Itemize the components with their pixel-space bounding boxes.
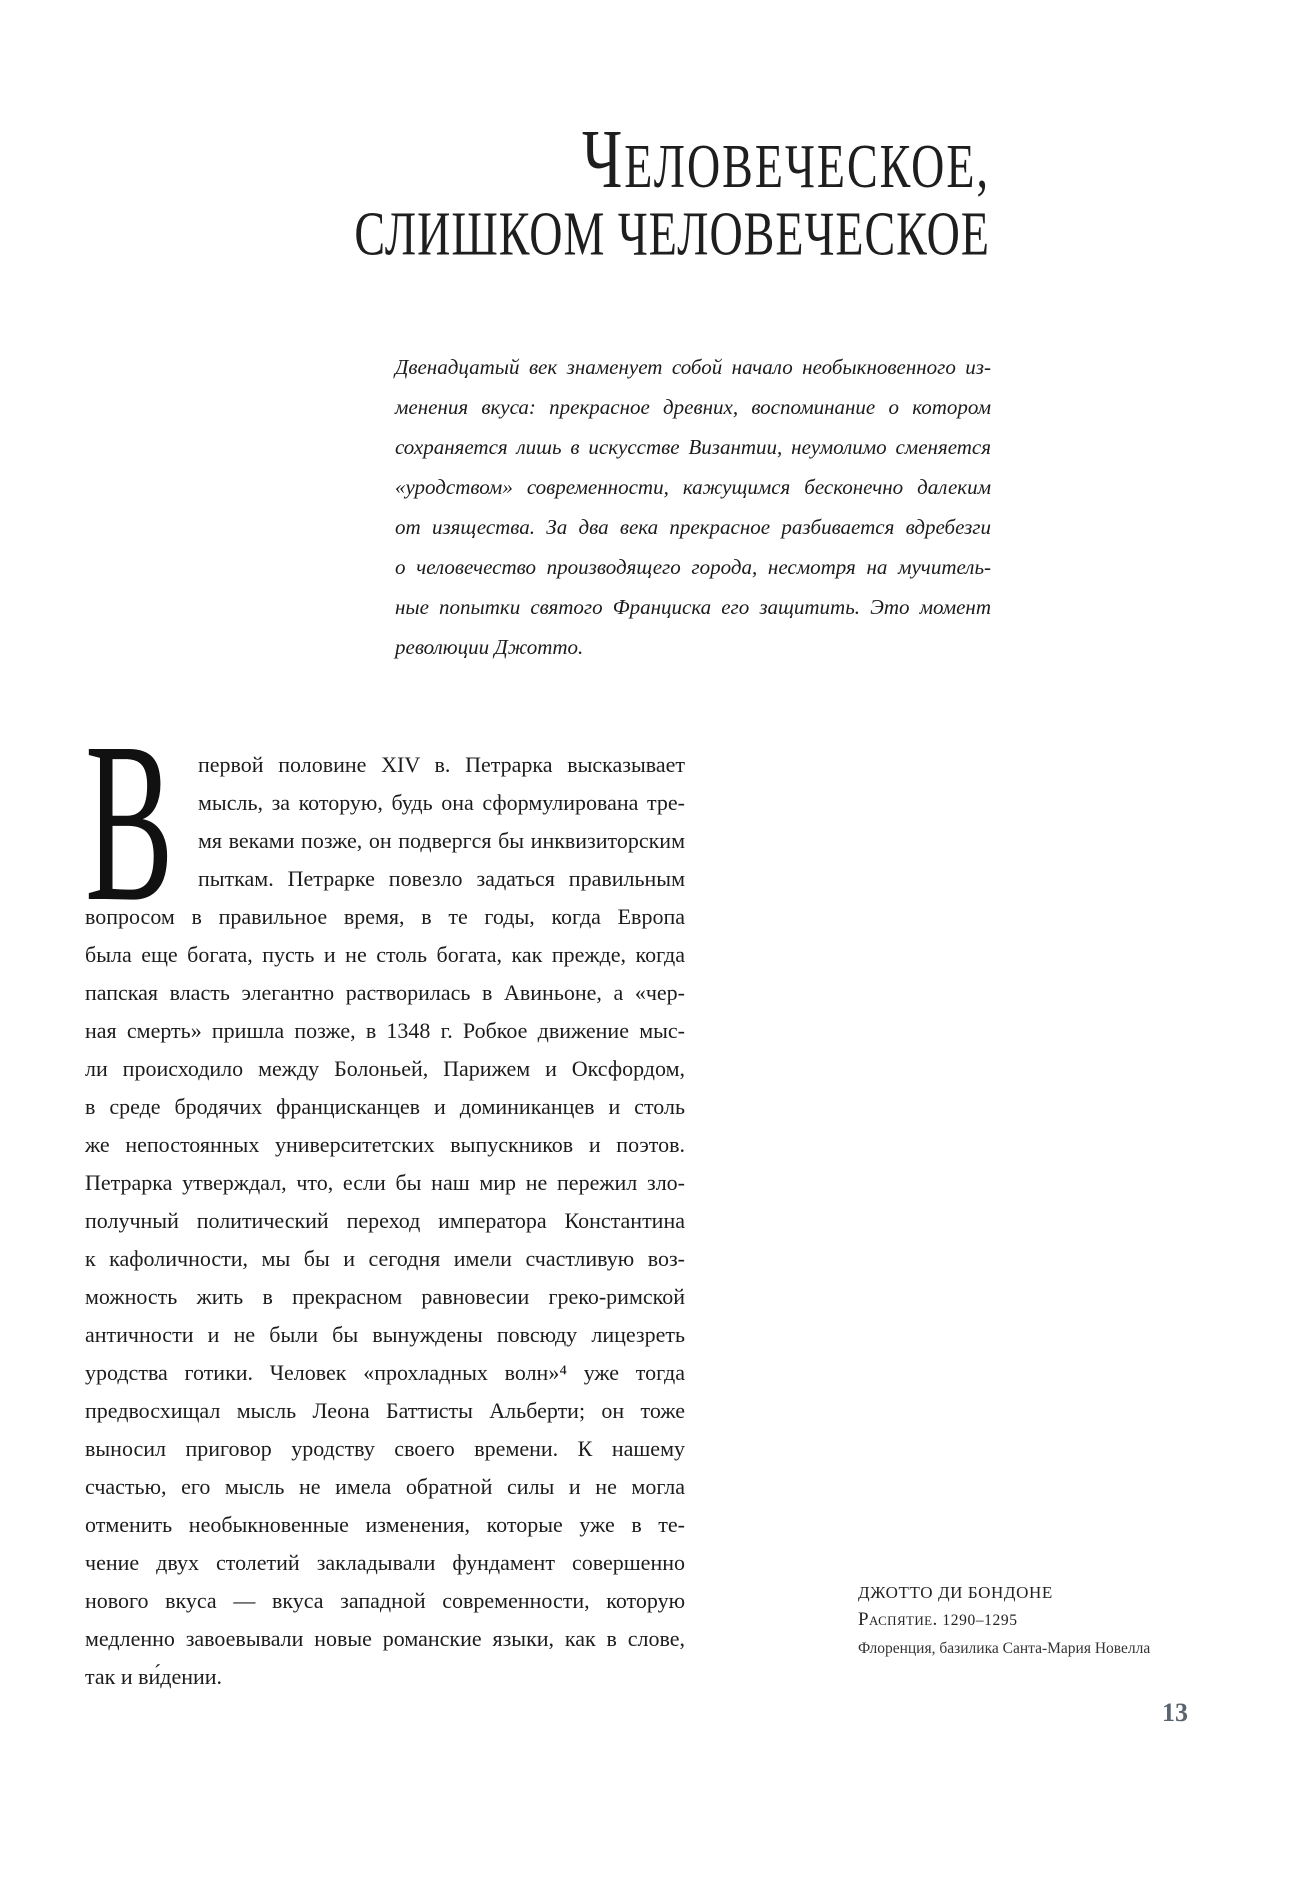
epigraph-line: от изящества. За два века прекрасное разбивается вдребезги bbox=[395, 515, 991, 539]
epigraph bbox=[395, 347, 991, 667]
body-line: ная смерть» пришла позже, в 1348 г. Робкое движение мыс- bbox=[85, 1018, 685, 1043]
body-line: чение двух столетий закладывали фундамент совершенно bbox=[85, 1550, 685, 1575]
body-line: отменить необыкновенные изменения, которые уже в те- bbox=[85, 1512, 685, 1537]
body-line: мя веками позже, он подвергся бы инквизиторским bbox=[198, 828, 685, 853]
body-line: можность жить в прекрасном равновесии греко-римской bbox=[85, 1284, 685, 1309]
body-paragraph bbox=[85, 695, 685, 1696]
epigraph-line: революции Джотто. bbox=[395, 635, 584, 659]
body-text bbox=[85, 695, 685, 1696]
body-line: нового вкуса — вкуса западной современности, которую bbox=[85, 1588, 685, 1613]
body-line: получный политический переход императора Константина bbox=[85, 1208, 685, 1233]
body-line: папская власть элегантно растворилась в Авиньоне, а «чер- bbox=[85, 980, 685, 1005]
body-line: вопросом в правильное время, в те годы, когда Европа bbox=[85, 904, 685, 929]
caption-work-title: Распятие. bbox=[858, 1609, 938, 1630]
epigraph-line: ные попытки святого Франциска его защитить. Это момент bbox=[395, 595, 991, 619]
chapter-title-line1 bbox=[581, 114, 990, 207]
body-line: ли происходило между Болоньей, Парижем и Оксфордом, bbox=[85, 1056, 685, 1081]
figure-caption bbox=[858, 1580, 1188, 1664]
body-line: к кафоличности, мы бы и сегодня имели счастливую воз- bbox=[85, 1246, 685, 1271]
body-line: мысль, за которую, будь она сформулирована тре- bbox=[198, 790, 685, 815]
title-initial-letter: Ч bbox=[581, 114, 625, 207]
title-line1-text: ЕЛОВЕЧЕСКОЕ, bbox=[624, 131, 990, 201]
body-line: пыткам. Петрарке повезло задаться правильным bbox=[198, 866, 685, 891]
page-number: 13 bbox=[1162, 1698, 1188, 1727]
body-line: предвосхищал мысль Леона Баттисты Альберти; он тоже bbox=[85, 1398, 685, 1423]
body-line: античности и не были бы вынуждены повсюду лицезреть bbox=[85, 1322, 685, 1347]
caption-dates: 1290–1295 bbox=[942, 1612, 1018, 1629]
epigraph-line: «уродством» современности, кажущимся бесконечно далеким bbox=[395, 475, 991, 499]
epigraph-line: сохраняется лишь в искусстве Византии, неумолимо сменяется bbox=[395, 435, 991, 459]
drop-cap: В bbox=[85, 695, 174, 949]
body-line: в среде бродячих францисканцев и доминиканцев и столь bbox=[85, 1094, 685, 1119]
body-line: Петрарка утверждал, что, если бы наш мир не пережил зло- bbox=[85, 1170, 685, 1195]
caption-location: Флоренция, базилика Санта-Мария Новелла bbox=[858, 1640, 1151, 1657]
epigraph-line: Двенадцатый век знаменует собой начало необыкновенного из- bbox=[395, 355, 991, 379]
epigraph-line: о человечество производящего города, несмотря на мучитель- bbox=[395, 555, 991, 579]
body-line: уродства готики. Человек «прохладных волн»⁴ уже тогда bbox=[85, 1360, 685, 1385]
body-line: была еще богата, пусть и не столь богата, как прежде, когда bbox=[85, 942, 685, 967]
body-line: медленно завоевывали новые романские языки, как в слове, bbox=[85, 1626, 685, 1651]
chapter-title-line2: СЛИШКОМ ЧЕЛОВЕЧЕСКОЕ bbox=[354, 199, 990, 268]
body-line: так и ви́дении. bbox=[85, 1664, 223, 1689]
body-line: первой половине XIV в. Петрарка высказывает bbox=[198, 752, 685, 777]
body-line: выносил приговор уродству своего времени. К нашему bbox=[85, 1436, 685, 1461]
body-line: счастью, его мысль не имела обратной силы и не могла bbox=[85, 1474, 685, 1499]
epigraph-line: менения вкуса: прекрасное древних, воспоминание о котором bbox=[395, 395, 991, 419]
body-line: же непостоянных университетских выпускников и поэтов. bbox=[85, 1132, 685, 1157]
caption-artist: ДЖОТТО ДИ БОНДОНЕ bbox=[858, 1583, 1053, 1602]
caption-work-line bbox=[858, 1606, 1188, 1634]
